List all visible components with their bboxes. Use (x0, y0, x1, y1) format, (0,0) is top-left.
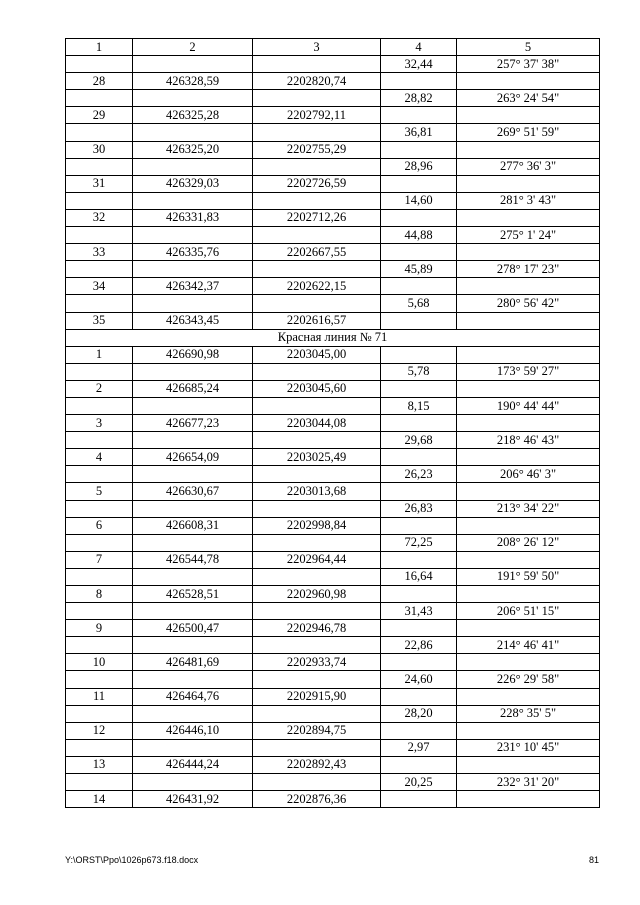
x-coordinate-cell: 426325,20 (133, 141, 253, 158)
segment-row (66, 158, 600, 175)
empty-cell (381, 312, 457, 329)
angle-cell: 281° 3' 43" (457, 192, 600, 209)
empty-cell (133, 739, 253, 756)
segment-row (66, 124, 600, 141)
header-cell: 1 (66, 39, 133, 56)
point-row (66, 654, 600, 671)
empty-cell (133, 466, 253, 483)
empty-cell (133, 261, 253, 278)
empty-cell (457, 756, 600, 773)
header-row (66, 39, 600, 56)
empty-cell (66, 774, 133, 791)
empty-cell (381, 73, 457, 90)
empty-cell (253, 568, 381, 585)
empty-cell (253, 295, 381, 312)
point-row (66, 586, 600, 603)
angle-cell: 213° 34' 22" (457, 500, 600, 517)
empty-cell (457, 312, 600, 329)
point-row (66, 756, 600, 773)
x-coordinate-cell: 426544,78 (133, 551, 253, 568)
empty-cell (457, 551, 600, 568)
empty-cell (66, 432, 133, 449)
point-number-cell: 9 (66, 620, 133, 637)
point-row (66, 380, 600, 397)
y-coordinate-cell: 2202820,74 (253, 73, 381, 90)
distance-cell: 26,83 (381, 500, 457, 517)
empty-cell (66, 56, 133, 73)
empty-cell (133, 295, 253, 312)
empty-cell (253, 56, 381, 73)
point-row (66, 483, 600, 500)
segment-row (66, 227, 600, 244)
empty-cell (457, 346, 600, 363)
distance-cell: 28,82 (381, 90, 457, 107)
empty-cell (66, 261, 133, 278)
x-coordinate-cell: 426446,10 (133, 722, 253, 739)
empty-cell (253, 739, 381, 756)
empty-cell (381, 517, 457, 534)
page-number: 81 (588, 855, 599, 865)
empty-cell (133, 671, 253, 688)
angle-cell: 278° 17' 23" (457, 261, 600, 278)
x-coordinate-cell: 426331,83 (133, 209, 253, 226)
x-coordinate-cell: 426343,45 (133, 312, 253, 329)
angle-cell: 206° 46' 3" (457, 466, 600, 483)
empty-cell (66, 227, 133, 244)
empty-cell (253, 705, 381, 722)
empty-cell (457, 175, 600, 192)
distance-cell: 5,68 (381, 295, 457, 312)
empty-cell (253, 363, 381, 380)
distance-cell: 72,25 (381, 534, 457, 551)
empty-cell (66, 90, 133, 107)
empty-cell (133, 192, 253, 209)
x-coordinate-cell: 426329,03 (133, 175, 253, 192)
point-number-cell: 35 (66, 312, 133, 329)
distance-cell: 31,43 (381, 603, 457, 620)
angle-cell: 263° 24' 54" (457, 90, 600, 107)
empty-cell (381, 244, 457, 261)
header-cell: 5 (457, 39, 600, 56)
point-row (66, 209, 600, 226)
x-coordinate-cell: 426608,31 (133, 517, 253, 534)
empty-cell (381, 586, 457, 603)
section-title: Красная линия № 71 (66, 329, 600, 346)
angle-cell: 214° 46' 41" (457, 637, 600, 654)
y-coordinate-cell: 2203045,00 (253, 346, 381, 363)
header-cell: 3 (253, 39, 381, 56)
empty-cell (66, 158, 133, 175)
empty-cell (381, 415, 457, 432)
segment-row (66, 500, 600, 517)
y-coordinate-cell: 2202667,55 (253, 244, 381, 261)
point-number-cell: 33 (66, 244, 133, 261)
angle-cell: 231° 10' 45" (457, 739, 600, 756)
section-row (66, 329, 600, 346)
segment-row (66, 397, 600, 414)
point-number-cell: 11 (66, 688, 133, 705)
empty-cell (457, 380, 600, 397)
point-number-cell: 12 (66, 722, 133, 739)
y-coordinate-cell: 2202755,29 (253, 141, 381, 158)
distance-cell: 44,88 (381, 227, 457, 244)
y-coordinate-cell: 2202792,11 (253, 107, 381, 124)
point-number-cell: 4 (66, 449, 133, 466)
empty-cell (381, 175, 457, 192)
x-coordinate-cell: 426685,24 (133, 380, 253, 397)
empty-cell (253, 466, 381, 483)
empty-cell (457, 244, 600, 261)
empty-cell (253, 500, 381, 517)
distance-cell: 28,20 (381, 705, 457, 722)
point-number-cell: 2 (66, 380, 133, 397)
point-row (66, 175, 600, 192)
empty-cell (66, 568, 133, 585)
empty-cell (66, 295, 133, 312)
point-row (66, 312, 600, 329)
point-row (66, 278, 600, 295)
point-row (66, 722, 600, 739)
segment-row (66, 90, 600, 107)
distance-cell: 45,89 (381, 261, 457, 278)
empty-cell (457, 722, 600, 739)
empty-cell (457, 141, 600, 158)
empty-cell (253, 158, 381, 175)
point-row (66, 244, 600, 261)
header-cell: 4 (381, 39, 457, 56)
empty-cell (253, 603, 381, 620)
point-number-cell: 6 (66, 517, 133, 534)
point-number-cell: 3 (66, 415, 133, 432)
point-number-cell: 7 (66, 551, 133, 568)
y-coordinate-cell: 2203025,49 (253, 449, 381, 466)
angle-cell: 218° 46' 43" (457, 432, 600, 449)
empty-cell (253, 671, 381, 688)
empty-cell (133, 603, 253, 620)
y-coordinate-cell: 2202616,57 (253, 312, 381, 329)
angle-cell: 277° 36' 3" (457, 158, 600, 175)
point-number-cell: 1 (66, 346, 133, 363)
empty-cell (457, 654, 600, 671)
empty-cell (457, 791, 600, 808)
point-row (66, 688, 600, 705)
distance-cell: 24,60 (381, 671, 457, 688)
empty-cell (66, 466, 133, 483)
table-body (66, 56, 600, 808)
angle-cell: 191° 59' 50" (457, 568, 600, 585)
x-coordinate-cell: 426328,59 (133, 73, 253, 90)
empty-cell (133, 500, 253, 517)
x-coordinate-cell: 426481,69 (133, 654, 253, 671)
angle-cell: 269° 51' 59" (457, 124, 600, 141)
x-coordinate-cell: 426464,76 (133, 688, 253, 705)
segment-row (66, 603, 600, 620)
empty-cell (457, 278, 600, 295)
y-coordinate-cell: 2202998,84 (253, 517, 381, 534)
point-number-cell: 5 (66, 483, 133, 500)
angle-cell: 257° 37' 38" (457, 56, 600, 73)
angle-cell: 228° 35' 5" (457, 705, 600, 722)
empty-cell (457, 688, 600, 705)
segment-row (66, 774, 600, 791)
empty-cell (66, 739, 133, 756)
empty-cell (253, 534, 381, 551)
y-coordinate-cell: 2203045,60 (253, 380, 381, 397)
point-row (66, 620, 600, 637)
y-coordinate-cell: 2202622,15 (253, 278, 381, 295)
empty-cell (133, 774, 253, 791)
point-number-cell: 32 (66, 209, 133, 226)
empty-cell (253, 90, 381, 107)
point-row (66, 141, 600, 158)
segment-row (66, 705, 600, 722)
empty-cell (66, 397, 133, 414)
empty-cell (133, 124, 253, 141)
empty-cell (133, 705, 253, 722)
empty-cell (381, 380, 457, 397)
empty-cell (457, 483, 600, 500)
point-row (66, 791, 600, 808)
empty-cell (66, 603, 133, 620)
empty-cell (381, 346, 457, 363)
empty-cell (381, 791, 457, 808)
point-number-cell: 34 (66, 278, 133, 295)
segment-row (66, 568, 600, 585)
point-number-cell: 14 (66, 791, 133, 808)
empty-cell (133, 568, 253, 585)
empty-cell (133, 637, 253, 654)
empty-cell (133, 56, 253, 73)
empty-cell (253, 261, 381, 278)
distance-cell: 32,44 (381, 56, 457, 73)
segment-row (66, 637, 600, 654)
point-number-cell: 8 (66, 586, 133, 603)
empty-cell (381, 278, 457, 295)
empty-cell (381, 551, 457, 568)
segment-row (66, 671, 600, 688)
x-coordinate-cell: 426500,47 (133, 620, 253, 637)
segment-row (66, 192, 600, 209)
y-coordinate-cell: 2202894,75 (253, 722, 381, 739)
empty-cell (133, 397, 253, 414)
empty-cell (66, 637, 133, 654)
angle-cell: 280° 56' 42" (457, 295, 600, 312)
angle-cell: 173° 59' 27" (457, 363, 600, 380)
empty-cell (66, 124, 133, 141)
distance-cell: 29,68 (381, 432, 457, 449)
y-coordinate-cell: 2202726,59 (253, 175, 381, 192)
y-coordinate-cell: 2202915,90 (253, 688, 381, 705)
empty-cell (381, 107, 457, 124)
empty-cell (133, 432, 253, 449)
angle-cell: 226° 29' 58" (457, 671, 600, 688)
x-coordinate-cell: 426690,98 (133, 346, 253, 363)
point-number-cell: 29 (66, 107, 133, 124)
point-row (66, 517, 600, 534)
x-coordinate-cell: 426431,92 (133, 791, 253, 808)
distance-cell: 26,23 (381, 466, 457, 483)
empty-cell (133, 363, 253, 380)
empty-cell (253, 397, 381, 414)
y-coordinate-cell: 2202946,78 (253, 620, 381, 637)
point-row (66, 107, 600, 124)
angle-cell: 208° 26' 12" (457, 534, 600, 551)
empty-cell (133, 158, 253, 175)
empty-cell (66, 500, 133, 517)
x-coordinate-cell: 426444,24 (133, 756, 253, 773)
empty-cell (253, 637, 381, 654)
y-coordinate-cell: 2202892,43 (253, 756, 381, 773)
empty-cell (66, 671, 133, 688)
header-cell: 2 (133, 39, 253, 56)
y-coordinate-cell: 2203013,68 (253, 483, 381, 500)
segment-row (66, 432, 600, 449)
empty-cell (381, 483, 457, 500)
empty-cell (133, 90, 253, 107)
segment-row (66, 466, 600, 483)
angle-cell: 206° 51' 15" (457, 603, 600, 620)
empty-cell (66, 363, 133, 380)
segment-row (66, 739, 600, 756)
distance-cell: 5,78 (381, 363, 457, 380)
empty-cell (457, 107, 600, 124)
empty-cell (457, 73, 600, 90)
empty-cell (381, 620, 457, 637)
empty-cell (253, 227, 381, 244)
y-coordinate-cell: 2203044,08 (253, 415, 381, 432)
empty-cell (381, 449, 457, 466)
point-row (66, 415, 600, 432)
empty-cell (66, 705, 133, 722)
distance-cell: 14,60 (381, 192, 457, 209)
empty-cell (381, 654, 457, 671)
empty-cell (66, 534, 133, 551)
empty-cell (457, 517, 600, 534)
distance-cell: 28,96 (381, 158, 457, 175)
empty-cell (381, 209, 457, 226)
point-row (66, 449, 600, 466)
empty-cell (66, 192, 133, 209)
x-coordinate-cell: 426677,23 (133, 415, 253, 432)
footer-file-path: Y:\ORST\Ppo\1026p673.f18.docx (65, 855, 199, 865)
segment-row (66, 295, 600, 312)
angle-cell: 232° 31' 20" (457, 774, 600, 791)
x-coordinate-cell: 426325,28 (133, 107, 253, 124)
point-row (66, 551, 600, 568)
distance-cell: 16,64 (381, 568, 457, 585)
empty-cell (457, 449, 600, 466)
empty-cell (381, 688, 457, 705)
empty-cell (133, 227, 253, 244)
angle-cell: 190° 44' 44" (457, 397, 600, 414)
empty-cell (253, 432, 381, 449)
y-coordinate-cell: 2202960,98 (253, 586, 381, 603)
y-coordinate-cell: 2202964,44 (253, 551, 381, 568)
point-number-cell: 31 (66, 175, 133, 192)
distance-cell: 20,25 (381, 774, 457, 791)
empty-cell (253, 192, 381, 209)
empty-cell (381, 141, 457, 158)
distance-cell: 36,81 (381, 124, 457, 141)
empty-cell (457, 620, 600, 637)
empty-cell (381, 756, 457, 773)
x-coordinate-cell: 426630,67 (133, 483, 253, 500)
point-number-cell: 10 (66, 654, 133, 671)
point-number-cell: 30 (66, 141, 133, 158)
coordinates-table (65, 38, 600, 808)
x-coordinate-cell: 426342,37 (133, 278, 253, 295)
empty-cell (253, 124, 381, 141)
y-coordinate-cell: 2202933,74 (253, 654, 381, 671)
empty-cell (457, 586, 600, 603)
point-row (66, 73, 600, 90)
distance-cell: 22,86 (381, 637, 457, 654)
segment-row (66, 363, 600, 380)
segment-row (66, 534, 600, 551)
empty-cell (457, 415, 600, 432)
segment-row (66, 56, 600, 73)
y-coordinate-cell: 2202876,36 (253, 791, 381, 808)
point-number-cell: 28 (66, 73, 133, 90)
y-coordinate-cell: 2202712,26 (253, 209, 381, 226)
distance-cell: 2,97 (381, 739, 457, 756)
empty-cell (133, 534, 253, 551)
empty-cell (457, 209, 600, 226)
segment-row (66, 261, 600, 278)
point-number-cell: 13 (66, 756, 133, 773)
x-coordinate-cell: 426528,51 (133, 586, 253, 603)
x-coordinate-cell: 426654,09 (133, 449, 253, 466)
angle-cell: 275° 1' 24" (457, 227, 600, 244)
empty-cell (381, 722, 457, 739)
distance-cell: 8,15 (381, 397, 457, 414)
x-coordinate-cell: 426335,76 (133, 244, 253, 261)
point-row (66, 346, 600, 363)
empty-cell (253, 774, 381, 791)
